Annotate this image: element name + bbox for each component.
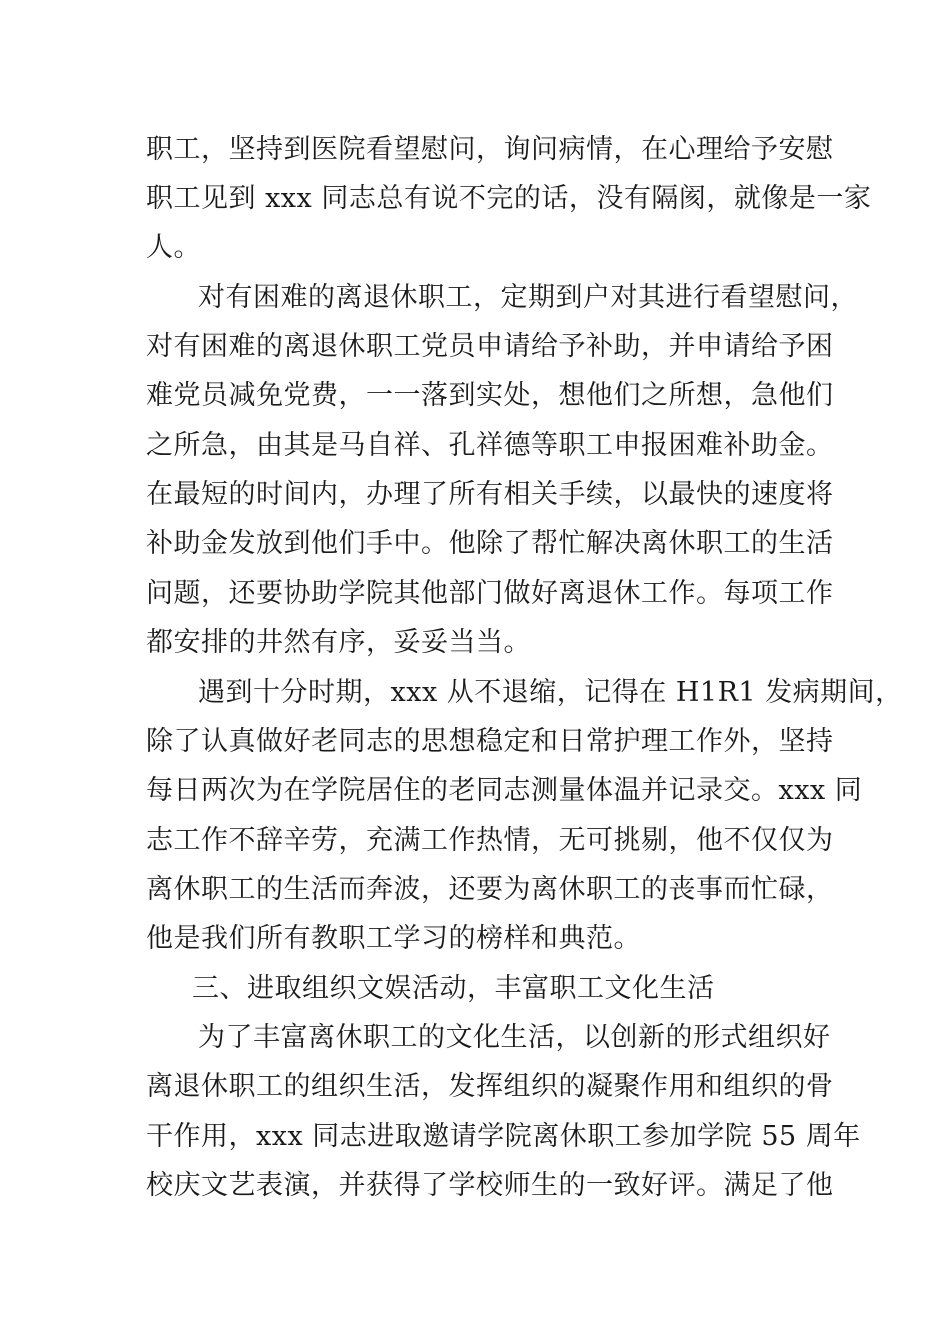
section-heading: 三、进取组织文娱活动，丰富职工文化生活 [192, 973, 715, 1004]
text-line: 人。 [146, 232, 201, 263]
paragraph-start-line: 为了丰富离休职工的文化生活，以创新的形式组织好 [198, 1022, 831, 1053]
paragraph-start-line: 遇到十分时期，xxx 从不退缩，记得在 H1R1 发病期间， [198, 677, 903, 708]
text-line: 每日两次为在学院居住的老同志测量体温并记录交。xxx 同 [146, 775, 863, 806]
text-line: 校庆文艺表演，并获得了学校师生的一致好评。满足了他 [146, 1170, 834, 1201]
text-line: 志工作不辞辛劳，充满工作热情，无可挑剔，他不仅仅为 [146, 825, 834, 856]
text-line: 职工见到 xxx 同志总有说不完的话，没有隔阂，就像是一家 [146, 183, 872, 214]
text-line: 他是我们所有教职工学习的榜样和典范。 [146, 923, 641, 954]
text-line: 问题，还要协助学院其他部门做好离退休工作。每项工作 [146, 578, 834, 609]
paragraph-start-line: 对有困难的离退休职工，定期到户对其进行看望慰问， [198, 282, 858, 313]
text-line: 职工，坚持到医院看望慰问，询问病情，在心理给予安慰 [146, 134, 834, 165]
text-line: 对有困难的离退休职工党员申请给予补助，并申请给予困 [146, 331, 834, 362]
text-line: 在最短的时间内，办理了所有相关手续，以最快的速度将 [146, 479, 834, 510]
text-line: 离退休职工的组织生活，发挥组织的凝聚作用和组织的骨 [146, 1071, 834, 1102]
text-line: 补助金发放到他们手中。他除了帮忙解决离休职工的生活 [146, 528, 834, 559]
text-line: 除了认真做好老同志的思想稳定和日常护理工作外，坚持 [146, 726, 834, 757]
text-line: 都安排的井然有序，妥妥当当。 [146, 627, 531, 658]
text-line: 难党员减免党费，一一落到实处，想他们之所想，急他们 [146, 380, 834, 411]
text-line: 离休职工的生活而奔波，还要为离休职工的丧事而忙碌， [146, 874, 834, 905]
text-line: 之所急，由其是马自祥、孔祥德等职工申报困难补助金。 [146, 430, 834, 461]
text-line: 干作用，xxx 同志进取邀请学院离休职工参加学院 55 周年 [146, 1121, 861, 1152]
